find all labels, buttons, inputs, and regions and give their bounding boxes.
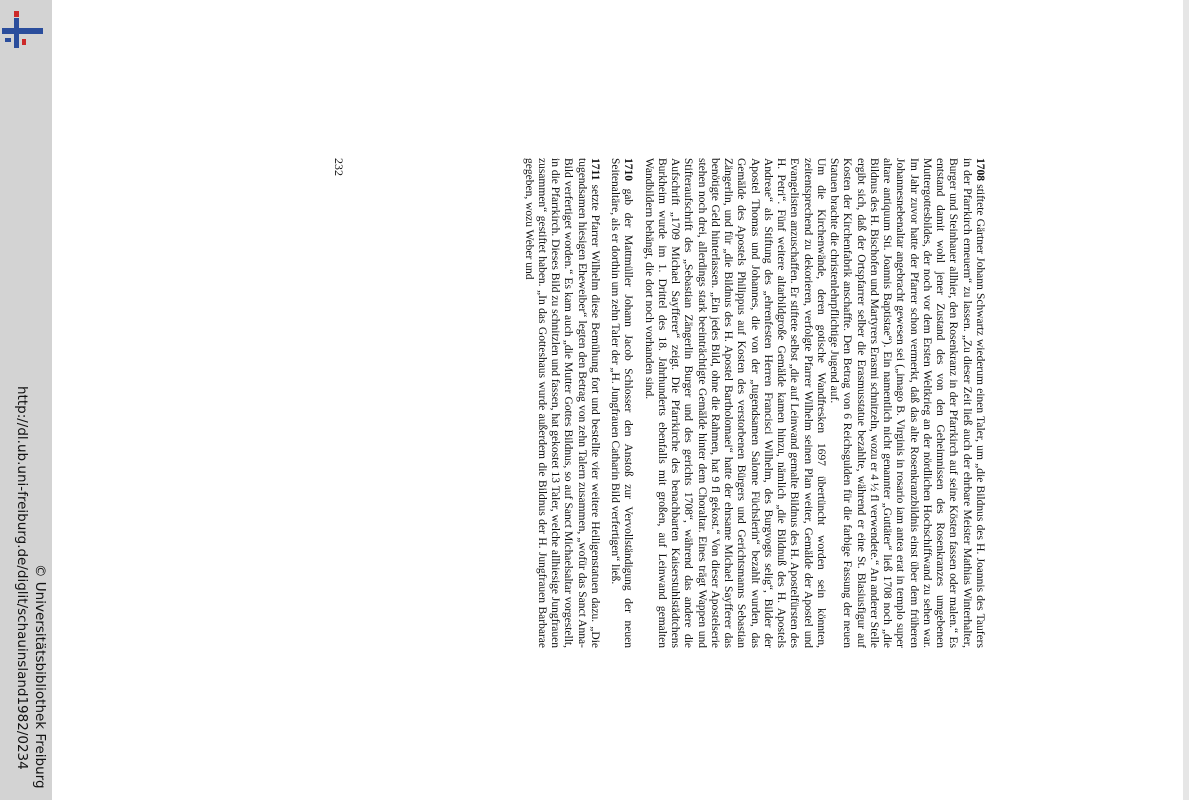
paragraph-year: 1708	[974, 158, 986, 181]
paragraph-1710	[608, 158, 635, 648]
copyright-notice: © Universitätsbibliothek Freiburg	[32, 564, 48, 789]
page-scroll-edge	[1183, 0, 1189, 800]
paragraph-text: gab der Mattmüller Johann Jacob Schlosser den Anstoß zur Vervollständigung der neuen Seitenaltäre, als er dorthin um zehn Taler der „H. Jungfrauen Catharin Bild verfertigen“ ließ.	[609, 158, 635, 648]
viewer-sidebar	[0, 0, 52, 800]
paragraph-wall-decoration	[642, 158, 828, 648]
sidebar-text-block	[0, 0, 52, 800]
paragraph-year: 1710	[622, 158, 635, 181]
paragraph-text: setzte Pfarrer Wilhelm diese Bemühung fort und bestellte vier weitere Heiligenstatuen dazu. „Die tugendsamen hiesigen Eheweiber“ legten den Betrag von zehn Talern zusammen, „wofür das Sanct Anna-Bild verfertiget worden.“ Es kam auch „die Mutter Gottes Bildnus, so auf Sanct Michaelsaltar vorgestellt, in die Pfarrkirch. Dieses Bild zu schnitzlen und fassen, hat gekostet 13 Taler, welche allhiesige Jungfrauen zusammen“ gestiftet haben. „In das Gotteshaus wurde außerdem die Bildnus der H. Jungfrauen Barbarae gegeben, wozu Weber und	[522, 158, 601, 648]
paragraph-text: Um die Kirchenwände, deren gotische Wandfresken 1697 übertüncht worden sein könnten, zeitentsprechend zu dekorieren, verfolgte Pfarrer Wilhelm seinen Plan weiter, Gemälde der Apostel und Evangelisten anzuschaffen. Er stiftete selbst „die auf Leinwand gemalte Bildnus des H. Apostelfürsten des H. Petri“. Fünf weitere altarbildgroße Gemälde kamen hinzu, nämlich „die Bildnuß des H. Apostels Andreae“ als Stiftung des „ehrenfesten Herren Francisci Wilhelm, des Burgvogts selig“, Bilder der Apostel Thomas und Johannes, die von der „tugendsamen Salome Füchslerin“ bezahlt wurden, das Gemälde des Apostels Philippus auf Kosten des verstorbenen Bürgers und Gerichtsmanns Sebastian Zängerlin, und für „die Bildnus des H. Apostel Bartholomaei“ hatte der ehrsame Michael Sayfferer das benötigte Geld hinterlassen. „Ein jedes Bild, ohne die Rahmen, hat 9 fl gekost.“ Von dieser Apostelserie stehen noch drei, allerdings stark beeinträchtigte Gemälde hinter dem Choraltar. Eines trägt Wappen und Stifteraufschrift des „Sebastian Zängerlin Burger und des gerichts 1708“, während das andere die Aufschrift „1709 Michael Sayfferer“ zeigt. Die Pfarrkirche des benachbarten Kaiserstuhlstädtchens Burkheim wurde im 1. Drittel des 18. Jahrhunderts ebenfalls mit großen, auf Leinwand gemalten Wandbildern behängt, die dort noch vorhanden sind.	[642, 158, 827, 648]
page-number: 232	[332, 158, 346, 176]
document-url-link[interactable]: http://dl.ub.uni-freiburg.de/diglit/schauinsland1982/0234	[14, 386, 30, 770]
paragraph-year: 1711	[589, 158, 601, 181]
paragraph-1711	[522, 158, 602, 648]
paragraph-1708	[827, 158, 986, 648]
paragraph-text: stiftete Gärtner Johann Schwartz wiederum einen Taler, um „die Bildnus des H. Joannis des Taufers in der Pfarrkirch erneuern“ zu lassen. „Zu dieser Zeit ließ auch der ehrbare Meister Mathias Winterhalter, Burger und Steinhauer allhier, den Rosenkranz in der Pfarrkirch auf seine Kösten fassen oder malen.“ Es entstand damit wohl jener Zustand des von den Geheimnissen des Rosenkranzes umgebenen Muttergottesbildes, der noch vor dem Ersten Weltkrieg an der nördlichen Hochschiffwand zu sehen war. Im Jahr zuvor hatte der Pfarrer schon vermerkt, daß das alte Rosenkranzbildnis einst über dem früheren Johannesnebenaltar angebracht gewesen sei („imago B. Virginis in rosario iam antea erat in templo super altare antiquum Sti. Joannis Baptistae“). Ein namentlich nicht genannter „Guttäter“ ließ 1708 noch „die Bildnus des H. Bischofen und Martyrers Erasmi schnitzeln, wozu er 4 ½ fl verwendete.“ An anderer Stelle ergibt sich, daß der Ortspfarrer selber die Erasmusstatue bezahlte, während er eine St. Blasiusfigur auf Kosten der Kirchenfabrik anschaffte. Den Betrag von 6 Reichsgulden für die farbige Fassung der neuen Statuen brachte die christenlehrpflichtige Jugend auf.	[828, 158, 986, 648]
scanned-page-content	[259, 158, 986, 648]
